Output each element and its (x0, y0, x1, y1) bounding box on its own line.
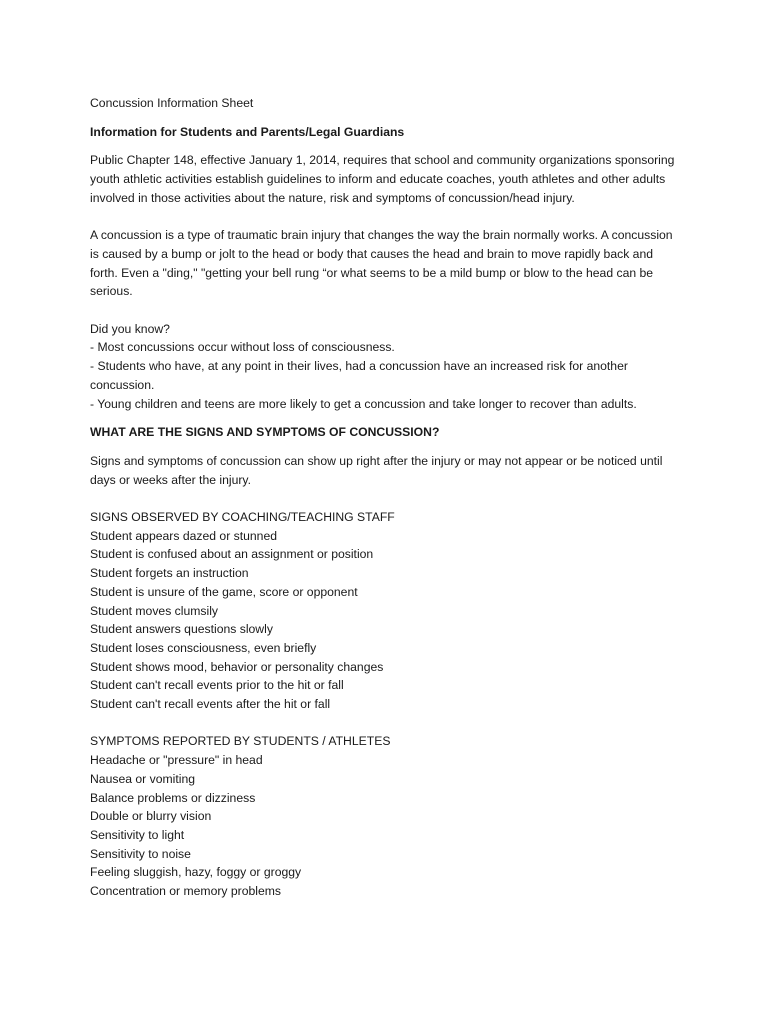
intro-paragraph: Public Chapter 148, effective January 1, 2014, requires that school and community organizations sponsoring youth athletic activities establish guidelines to inform and educate coaches, youth athletes and other adults involved in those activities about the nature, risk and symptoms of concussion/head injury. (90, 153, 675, 205)
list-item: Student is confused about an assignment or position (90, 547, 374, 562)
list-item: Headache or "pressure" in head (90, 753, 263, 768)
symptoms-reported-heading: SYMPTOMS REPORTED BY STUDENTS / ATHLETES (90, 734, 391, 749)
list-item: Nausea or vomiting (90, 771, 195, 786)
did-you-know-item: - Most concussions occur without loss of consciousness. (90, 340, 395, 355)
list-item: Student loses consciousness, even briefly (90, 640, 317, 655)
symptoms-reported-section (90, 732, 680, 900)
signs-observed-section (90, 508, 680, 714)
did-you-know-section (90, 320, 680, 414)
signs-intro-paragraph: Signs and symptoms of concussion can show up right after the injury or may not appear or be noticed until days or weeks after the injury. (90, 453, 663, 487)
did-you-know-item: - Students who have, at any point in their lives, had a concussion have an increased risk for another concussion. (90, 359, 628, 392)
list-item: Concentration or memory problems (90, 884, 282, 899)
list-item: Student can't recall events after the hit or fall (90, 697, 331, 712)
list-item: Student moves clumsily (90, 603, 219, 618)
signs-observed-heading: SIGNS OBSERVED BY COACHING/TEACHING STAFF (90, 510, 395, 525)
list-item: Student is unsure of the game, score or opponent (90, 584, 358, 599)
concussion-definition-paragraph: A concussion is a type of traumatic brain injury that changes the way the brain normally works. A concussion is caused by a bump or jolt to the head or body that causes the head and brain to move rapidly back and forth. Even a "ding," "getting your bell rung “or what seems to be a mild bump or blow to the head can be serious. (90, 228, 673, 299)
list-item: Sensitivity to light (90, 827, 185, 842)
did-you-know-heading: Did you know? (90, 321, 170, 336)
document-body (90, 94, 680, 901)
list-item: Balance problems or dizziness (90, 790, 256, 805)
did-you-know-item: - Young children and teens are more likely to get a concussion and take longer to recover than adults. (90, 396, 637, 411)
signs-symptoms-heading: WHAT ARE THE SIGNS AND SYMPTOMS OF CONCUSSION? (90, 425, 440, 440)
list-item: Student forgets an instruction (90, 566, 249, 581)
list-item: Sensitivity to noise (90, 846, 191, 861)
signs-observed-list (90, 527, 680, 714)
list-item: Double or blurry vision (90, 809, 212, 824)
document-title: Concussion Information Sheet (90, 96, 254, 110)
list-item: Student answers questions slowly (90, 622, 273, 637)
list-item: Student appears dazed or stunned (90, 528, 278, 543)
document-subtitle: Information for Students and Parents/Legal Guardians (90, 124, 405, 139)
list-item: Feeling sluggish, hazy, foggy or groggy (90, 865, 302, 880)
list-item: Student can't recall events prior to the hit or fall (90, 678, 344, 693)
symptoms-reported-list (90, 751, 680, 901)
list-item: Student shows mood, behavior or personality changes (90, 659, 384, 674)
